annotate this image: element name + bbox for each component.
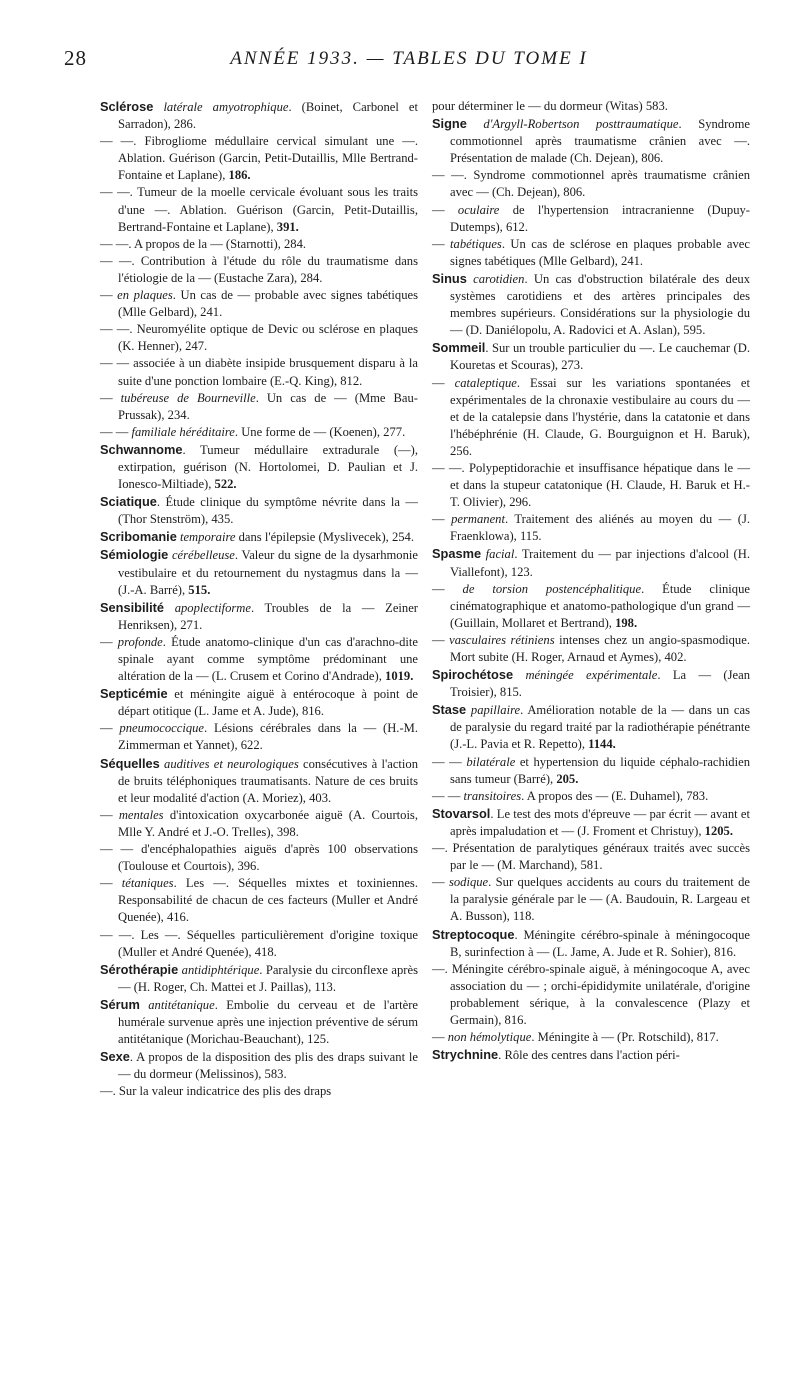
index-entry [100,875,418,926]
index-entry [100,390,418,424]
index-entry [100,98,418,133]
index-headword: Sommeil [432,340,486,356]
index-subheading: auditives et neurologiques [164,756,299,771]
index-headword: Sciatique [100,494,157,510]
index-headword: Sérothérapie [100,961,179,977]
entry-text: —. Sur la valeur indicatrice des plis des draps [100,1084,332,1099]
entry-text: —. Présentation de paralytiques généraux traités avec succès par le — (M. Marchand), 581. [432,841,750,873]
index-entry [100,1048,418,1083]
index-entry [100,807,418,841]
entry-text: — [432,1030,448,1045]
index-entry [100,184,418,235]
index-entry [100,1083,418,1100]
index-entry [100,685,418,720]
entry-text: . Sur un trouble particulier du —. Le cauchemar (D. Kouretas et Scouras), 273. [450,341,750,373]
index-subheading: bilatérale [466,754,516,769]
entry-text: . Le test des mots d'épreuve — par écrit — avant et après impaludation et — (J. Froment et Christuy), [450,806,750,838]
entry-text: — [100,721,120,736]
index-subheading: temporaire [179,530,236,545]
page-reference: 522. [214,477,237,492]
index-subheading: tétaniques [121,876,174,891]
index-entry [432,1029,750,1046]
entry-text: . Valeur du signe de la dysarhmonie vestibulaire et du retournement du nystagmus dans la — (J.-A. Barré), [118,548,418,597]
index-subheading: sodique [448,875,489,890]
index-subheading: tabétiques [450,236,502,251]
page-number: 28 [64,46,87,70]
entry-text: . Sur quelques accidents au cours du traitement de la paralysie générale par le — (A. Baudouin, R. Largeau et A. Busson), 118. [450,875,750,924]
entry-text: — — [432,788,464,803]
entry-text: et hypertension du liquide céphalo-rachidien sans tumeur (Barré), [450,754,750,786]
index-subheading: permanent [451,512,505,527]
index-entry [432,666,750,701]
entry-text: . Un cas d'obstruction bilatérale des deux systèmes carotidiens et des artères principales des membres supérieurs. Considérations sur la physiologie du — (D. Daniélopolu, A. Radovici et A. Aslan), 595. [450,271,751,338]
entry-text [164,601,175,615]
entry-text: . A propos des — (E. Duhamel), 783. [521,788,709,803]
page-reference: 1205. [704,823,733,838]
entry-text: d'intoxication oxycarbonée aiguë (A. Courtois, Mlle Y. André et J.-O. Trelles), 398. [118,807,418,839]
entry-text [140,998,148,1012]
index-entry [100,253,418,287]
entry-text: — [432,202,458,217]
index-entry [432,236,750,270]
index-entry [432,926,750,961]
entry-text [153,100,163,114]
index-headword: Signe [432,116,467,132]
index-headword: Stovarsol [432,805,491,821]
index-subheading: carotidien [473,271,525,286]
index-subheading: facial [485,547,515,562]
page-reference: 391. [276,219,299,234]
entry-text: . A propos de la disposition des plis des draps suivant le — du dormeur (Melissinos), 583. [118,1050,418,1082]
entry-text: — [432,632,450,647]
index-headword: Sensibilité [100,599,165,615]
entry-text: — — [100,424,132,439]
entry-text [467,117,484,131]
index-headword: Séquelles [100,755,160,771]
entry-text: —. Méningite cérébro-spinale aiguë, à méningocoque A, avec association du — ; orchi-épididymite unilatérale, d'origine probablement sérique, à la convalescence (Plazy et Germain), 816. [432,961,750,1027]
entry-text: — —. Contribution à l'étude du rôle du traumatisme dans l'étiologie de la — (Eustache Zara), 284. [100,253,418,285]
index-entry [100,546,418,598]
entry-text: . Étude clinique cinématographique et anatomo-pathologique d'un grand — (Guillain, Mollaret et Bertrand), [450,581,750,630]
index-entry [100,493,418,528]
index-entry [432,581,750,632]
entry-text: . Traitement du — par injections d'alcool (H. Viallefont), 123. [450,547,750,579]
index-entry [432,788,750,805]
index-subheading: apoplectiforme [174,600,251,615]
index-entry [432,167,750,201]
index-entry [432,511,750,545]
page-reference: 186. [228,168,251,183]
entry-text: — [432,375,455,390]
entry-text: . Paralysie du circonflexe après — (H. Roger, Ch. Mattei et J. Paillas), 113. [118,962,418,994]
index-subheading: familiale héréditaire [131,424,235,439]
index-entry [432,754,750,788]
index-subheading: cataleptique [454,375,517,390]
entry-text: intenses chez un angio-spasmodique. Mort subite (H. Roger, Arnaud et Aymes), 402. [450,632,750,664]
index-entry [432,840,750,874]
entry-text: de l'hypertension intracranienne (Dupuy-Dutemps), 612. [450,202,750,234]
page-reference: 1019. [385,669,414,684]
index-entry [100,961,418,996]
index-entry [100,927,418,961]
page-reference: 515. [188,582,211,597]
index-headword: Strychnine [432,1047,499,1063]
entry-text: . Un cas de — probable avec signes tabétiques (Mlle Gelbard), 241. [118,288,418,320]
index-subheading: tubéreuse de Bourneville [120,390,256,405]
entry-text: . Amélioration notable de la — dans un cas de paralysie du regard traité par la radiothérapie pénétrante (J.-L. Pavia et R. Repetto), [450,703,751,752]
entry-text: — [100,288,118,303]
index-subheading: oculaire [457,202,500,217]
index-entry [432,1046,750,1064]
entry-text: — [100,807,119,822]
index-subheading: cérébelleuse [171,548,235,563]
entry-text: — [432,581,463,596]
index-entry [100,841,418,875]
entry-text: — [100,634,118,649]
index-subheading: vasculaires rétiniens [449,632,555,647]
index-subheading: papillaire [470,703,521,718]
entry-text: — — associée à un diabète insipide brusquement disparu à la suite d'une ponction lombaire (E.-Q. King), 812. [100,356,418,388]
entry-text: — —. Fibrogliome médullaire cervical simulant une —. Ablation. Guérison (Garcin, Petit-Dutaillis, Mlle Bertrand-Fontaine et Laplane), [100,134,418,183]
entry-text: . Un cas de sclérose en plaques probable avec signes tabétiques (Mlle Gelbard), 241. [450,236,750,268]
entry-text: consécutives à l'action de bruits téléphoniques traumatisants. Nature de ces bruits et leur modalité d'action (A. Moriez), 403. [118,756,418,805]
entry-text: — —. Polypeptidorachie et insuffisance hépatique dans le — et dans la stupeur catatonique (H. Claude, H. Baruk et H.-T. Olivier), 296. [432,460,750,510]
index-entry [432,961,750,1029]
index-entry [100,133,418,184]
entry-text: — —. Syndrome commotionnel après traumatisme crânien avec — (Ch. Dejean), 806. [432,168,750,200]
index-column-right [432,98,750,1064]
entry-text: pour déterminer le — du dormeur (Witas) 583. [432,99,668,113]
index-headword: Sinus [432,270,467,286]
page-header [64,46,754,76]
index-entry [432,545,750,580]
index-subheading: d'Argyll-Robertson posttraumatique [483,117,679,132]
index-subheading: de torsion postencéphalitique [462,581,642,596]
entry-text: — —. Tumeur de la moelle cervicale évoluant sous les traits d'une —. Ablation. Guérison (Garcin, Petit-Dutaillis, Bertrand-Fontaine et Laplane), [100,185,418,234]
entry-text: . La — (Jean Troisier), 815. [450,668,751,700]
index-entry [432,202,750,236]
entry-text: — [432,236,451,251]
index-headword: Sexe [100,1049,130,1065]
index-entry [100,287,418,321]
index-entry [432,98,750,115]
index-entry [100,441,418,493]
entry-text: — —. Les —. Séquelles particulièrement d'origine toxique (Muller et André Quenée), 418. [100,927,418,959]
entry-text: — [100,876,122,891]
entry-text: . (Boinet, Carbonel et Sarradon), 286. [118,100,418,132]
index-column-left [100,98,418,1100]
entry-text: . Étude clinique du symptôme névrite dans la — (Thor Stenström), 435. [118,495,418,527]
entry-text: — —. A propos de la — (Starnotti), 284. [100,236,307,251]
index-entry [100,755,418,807]
index-entry [100,599,418,634]
entry-text: et méningite aiguë à entérocoque à point de départ otitique (L. Jame et A. Jude), 816. [118,687,418,719]
running-title: ANNÉE 1933. — TABLES DU TOME I [230,48,588,69]
entry-text: — —. Neuromyélite optique de Devic ou sclérose en plaques (K. Henner), 247. [100,322,418,354]
entry-text: . Un cas de — (Mme Bau-Prussak), 234. [118,390,418,422]
entry-text: . Lésions cérébrales dans la — (H.-M. Zimmerman et Yannet), 622. [118,721,418,753]
entry-text: . Une forme de — (Koenen), 277. [234,424,406,439]
index-entry [432,632,750,666]
entry-text: . Les —. Séquelles mixtes et toxiniennes. Responsabilité de chacun de ces facteurs (Muller et André Quenée), 416. [118,876,418,925]
entry-text: . Méningite cérébro-spinale à méningocoque B, surinfection à — (L. Jame, A. Jude et R. Sohier), 816. [450,927,750,959]
entry-text: . Syndrome commotionnel après traumatisme crânien avec —. Présentation de malade (Ch. Dejean), 806. [450,117,750,166]
index-subheading: en plaques [117,288,173,303]
entry-text: — — [432,754,467,769]
entry-text: . Traitement des aliénés au moyen du — (J. Fraenklowa), 115. [450,512,750,544]
entry-text: — [432,875,449,890]
index-entry [100,236,418,253]
entry-text: . Tumeur médullaire extradurale (—), extirpation, guérison (N. Hortolomei, D. Paulian et J. Ionesco-Miltiade), [118,442,418,492]
index-entry [432,874,750,925]
index-entry [432,115,750,167]
entry-text: — [432,512,452,527]
index-subheading: antidiphtérique [181,962,260,977]
index-headword: Sérum [100,996,140,1012]
index-entry [100,634,418,685]
index-entry [432,270,750,339]
index-subheading: mentales [118,807,164,822]
index-subheading: transitoires [463,788,522,803]
page-reference: 198. [615,615,638,630]
index-entry [100,720,418,754]
entry-text: . Embolie du cerveau et de l'artère humérale survenue après une injection préventive de sérum antitétanique (Morichau-Beauchant), 125. [118,997,418,1047]
entry-text: . Méningite à — (Pr. Rotschild), 817. [531,1030,719,1045]
index-entry [432,805,750,840]
index-subheading: latérale amyotrophique [163,100,289,114]
index-headword: Spirochétose [432,667,514,683]
index-entry [432,460,750,511]
page-reference: 1144. [588,737,616,752]
index-headword: Streptocoque [432,926,515,942]
index-subheading: antitétanique [148,997,215,1012]
index-headword: Schwannome [100,441,183,457]
index-entry [100,528,418,546]
index-headword: Spasme [432,546,482,562]
index-entry [100,355,418,389]
index-entry [432,375,750,460]
entry-text: — [100,390,121,405]
entry-text: . Rôle des centres dans l'action péri- [498,1048,680,1063]
index-subheading: non hémolytique [447,1030,532,1045]
index-entry [432,701,750,753]
entry-text: . Troubles de la — Zeiner Henriksen), 271. [118,600,419,632]
entry-text: . Essai sur les variations spontanées et expérimentales de la chronaxie vestibulaire au cours du — et de la catalepsie dans l'hystérie, dans la catatonie et dans l'hébéphrénie (H. Claude, G. Bourguignon et H. Baruk), 256. [450,375,751,458]
index-entry [100,321,418,355]
entry-text: — — d'encéphalopathies aiguës d'après 100 observations (Toulouse et Courtois), 396. [100,842,418,874]
index-entry [432,339,750,374]
index-headword: Scribomanie [100,529,177,545]
index-headword: Septicémie [100,686,168,702]
entry-text [513,668,525,682]
entry-text: . Étude anatomo-clinique d'un cas d'arachno-dite spinale ayant comme symptôme prédominant une altération de la — (L. Crusem et Corino d'Andrade), [118,634,418,684]
index-entry [100,424,418,441]
index-subheading: profonde [117,634,163,649]
page-reference: 205. [556,771,579,786]
index-headword: Sclérose [100,99,154,114]
entry-text: dans l'épilepsie (Myslivecek), 254. [235,530,415,545]
index-subheading: pneumococcique [119,721,205,736]
index-headword: Sémiologie [100,547,169,563]
index-subheading: méningée expérimentale [525,668,658,683]
index-entry [100,996,418,1048]
index-headword: Stase [432,702,467,718]
